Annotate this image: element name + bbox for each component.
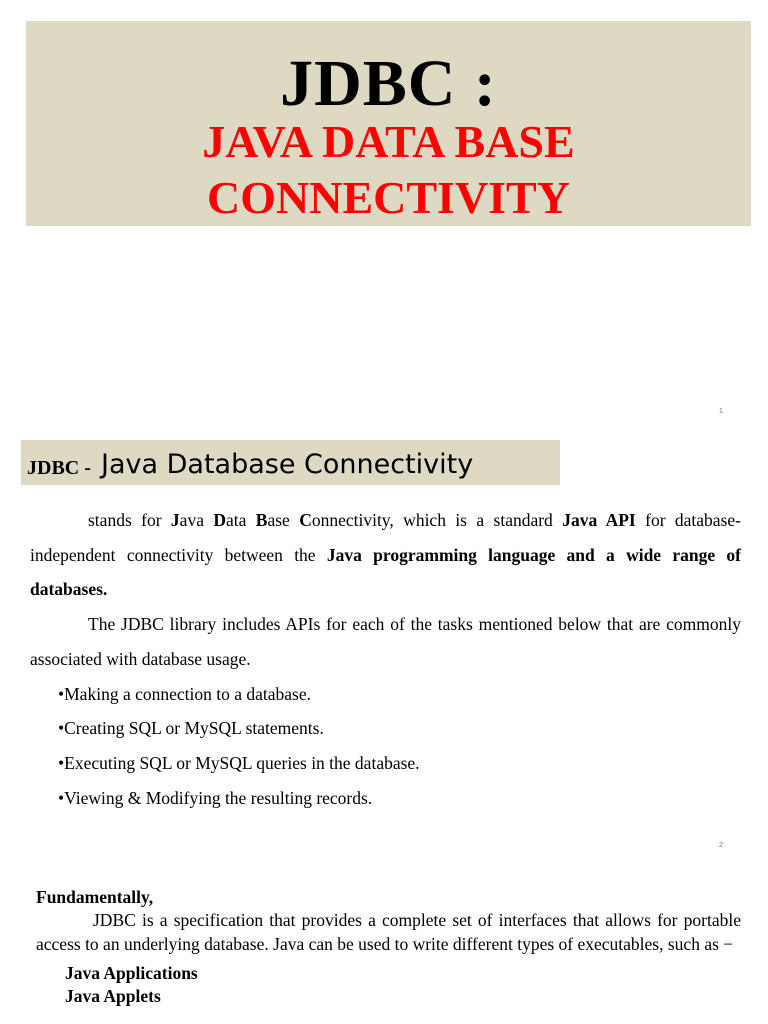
slide-title: JDBC : — [280, 47, 497, 120]
intro-paragraph: stands for Java Data Base Connectivity, which is a standard Java API for database-independent connectivity between the Java programming language and a wide range of databases. — [30, 510, 741, 600]
heading-title: Java Database Connectivity — [101, 449, 474, 480]
slide-subtitle — [26, 114, 751, 226]
executable-types — [36, 962, 741, 1008]
list-item: Java Applications — [65, 962, 198, 983]
fundamentals-paragraph: JDBC is a specification that provides a complete set of interfaces that allows for portable access to an underlying database. Java can be used to write different types of executables, such as − — [36, 910, 741, 954]
library-paragraph: The JDBC library includes APIs for each of the tasks mentioned below that are commonly associated with database usage. — [30, 614, 741, 669]
list-item: •Making a connection to a database. — [58, 683, 311, 704]
list-item: •Executing SQL or MySQL queries in the database. — [58, 752, 420, 773]
body-text — [30, 503, 741, 815]
page-number-2: 2 — [719, 842, 723, 849]
title-banner — [26, 21, 751, 226]
list-item: •Viewing & Modifying the resulting records. — [58, 787, 373, 808]
page-number-1: 1 — [719, 408, 723, 415]
list-item: •Creating SQL or MySQL statements. — [58, 718, 324, 739]
fundamentals-section — [36, 886, 741, 1008]
subtitle-line-2: CONNECTIVITY — [207, 172, 570, 223]
list-item: Java Applets — [65, 985, 161, 1006]
fundamentals-heading: Fundamentally, — [36, 887, 154, 907]
section-heading — [21, 440, 560, 485]
subtitle-line-1: JAVA DATA BASE — [202, 116, 575, 167]
heading-acronym: JDBC - — [27, 457, 91, 479]
